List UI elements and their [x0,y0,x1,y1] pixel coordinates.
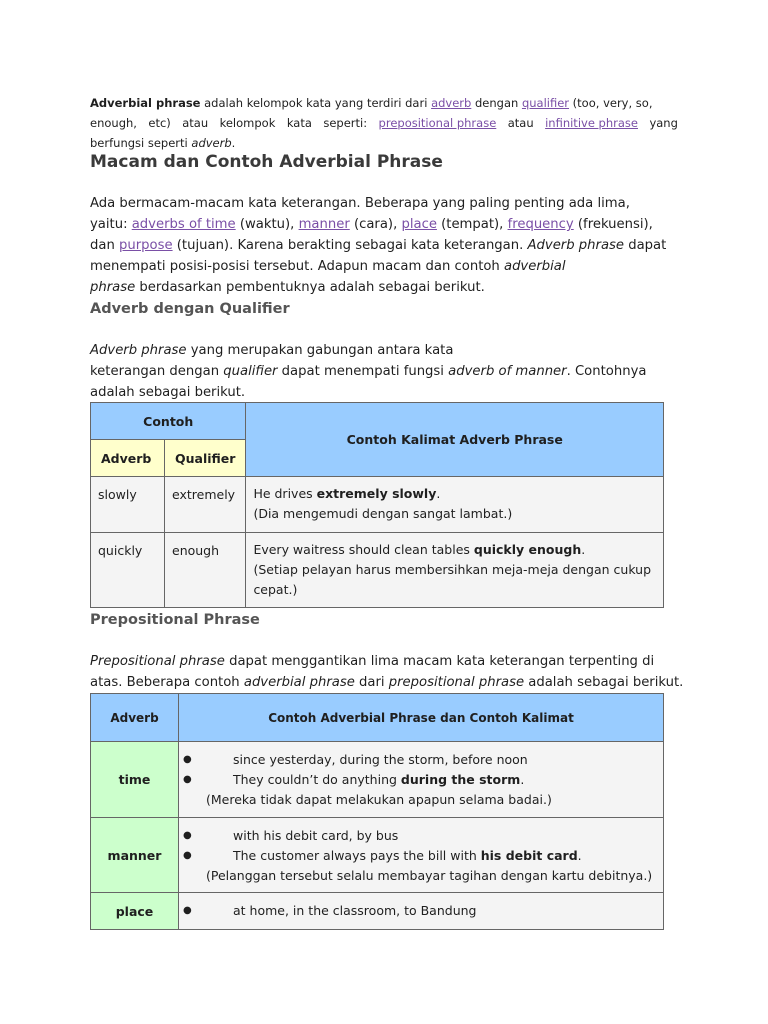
example-translation-cont: cepat.) [253,582,298,597]
prepositional-table [90,693,664,930]
para1-line-2 [90,217,653,232]
text-segment: keterangan dengan [90,364,224,379]
text-segment: (tempat), [436,217,508,232]
text-segment: Ada bermacam-macam kata keterangan. Beberapa yang paling penting ada lima, [90,196,630,211]
bullet-item [179,826,663,846]
text-segment: dapat menempati fungsi [277,364,449,379]
para1-line-4 [90,259,566,274]
para1-line-1 [90,196,630,211]
text-segment: at home, in the classroom, to Bandung [233,903,477,918]
examples-cell [179,742,664,818]
text-segment: atas. Beberapa contoh [90,675,244,690]
text-segment: extremely slowly [316,486,437,501]
text-segment: kelompok [219,116,276,130]
intro-line-2 [90,116,678,130]
qualifier-cell: extremely [165,477,246,533]
text-segment: during the storm [400,772,521,787]
para2-line-3 [90,385,245,400]
intro-line-1 [90,96,652,110]
para2-line-2 [90,364,646,379]
heading-adverb-dengan-qualifier: Adverb dengan Qualifier [90,301,290,317]
text-segment: yaitu: [90,217,132,232]
text-link[interactable]: adverbs of time [131,217,236,232]
bullet-item [179,846,663,866]
text-segment: . [436,486,441,501]
bullet-item [179,770,663,790]
text-segment: yang [649,116,678,130]
table-row [91,533,664,608]
text-segment: quickly enough [473,542,582,557]
text-segment: adverb of manner [448,364,567,379]
text-segment: qualifier [223,364,278,379]
text-segment: yang merupakan gabungan antara kata [186,343,454,358]
table-row [91,818,664,893]
text-segment: . [231,136,236,150]
text-link[interactable]: infinitive phrase [545,116,638,130]
text-segment: (cara), [349,217,402,232]
text-segment: . [520,772,525,787]
table-row [91,477,664,533]
text-segment: phrase [90,280,136,295]
text-segment: dengan [471,96,522,110]
adverb-cell: quickly [91,533,165,608]
bullet-text [233,770,524,790]
header-qualifier: Qualifier [165,440,246,477]
text-segment: dan [90,238,120,253]
table-row [91,742,664,818]
translation: (Pelanggan tersebut selalu membayar tagihan dengan kartu debitnya.) [206,868,653,883]
text-segment: adalah kelompok kata yang terdiri dari [200,96,432,110]
text-segment: adverb [191,136,232,150]
para1-line-3 [90,238,666,253]
text-segment: dapat [624,238,667,253]
text-segment: Every waitress should clean tables [253,542,474,557]
text-segment: Adverbial phrase [90,96,201,110]
text-link[interactable]: place [401,217,437,232]
adverb-label: manner [91,818,179,893]
bullet-icon: ● [183,774,192,785]
bullet-icon: ● [183,754,192,765]
adverb-label: place [91,893,179,930]
table-row [91,893,664,930]
text-segment: Prepositional phrase [90,654,225,669]
para3-line-1 [90,654,654,669]
bullet-item [179,901,663,921]
bullet-item [179,750,663,770]
text-segment: etc) [148,116,171,130]
translation: (Mereka tidak dapat melakukan apapun selama badai.) [206,792,552,807]
adverb-label: time [91,742,179,818]
text-segment: berfungsi seperti [90,136,192,150]
para1-line-5 [90,280,485,295]
bullet-text [233,750,528,770]
text-segment: (frekuensi), [573,217,653,232]
header-adverb: Adverb [91,440,165,477]
para2-line-1 [90,343,453,358]
text-segment: since yesterday, during the storm, before noon [233,752,528,767]
text-segment: He drives [253,486,317,501]
example-sentence [253,484,656,504]
text-segment: They couldn’t do anything [233,772,401,787]
text-segment: kata [286,116,312,130]
text-link[interactable]: frequency [507,217,574,232]
text-segment: Adverb phrase [527,238,625,253]
bullet-text [233,846,582,866]
header-adverb: Adverb [91,694,179,742]
text-segment: adverbial [503,259,566,274]
text-segment: dari [354,675,389,690]
text-link[interactable]: prepositional phrase [378,116,497,130]
examples-cell [179,818,664,893]
bullet-icon: ● [183,905,192,916]
adverb-cell: slowly [91,477,165,533]
text-segment: (waktu), [235,217,299,232]
text-segment: seperti: [323,116,368,130]
text-segment: adverbial phrase [243,675,355,690]
example-cell [246,533,664,608]
text-segment: adalah sebagai berikut. [524,675,684,690]
header-contoh: Contoh [91,403,246,440]
text-segment: with his debit card, by bus [233,828,399,843]
text-segment: Adverb phrase [90,343,187,358]
text-segment: dapat menggantikan lima macam kata keterangan terpenting di [224,654,655,669]
text-link[interactable]: adverb [431,96,472,110]
intro-line-3 [90,136,235,150]
bullet-icon: ● [183,850,192,861]
text-link[interactable]: qualifier [521,96,570,110]
text-segment: (tujuan). Karena berakting sebagai kata keterangan. [172,238,528,253]
qualifier-table [90,402,664,608]
text-segment: berdasarkan pembentuknya adalah sebagai berikut. [135,280,485,295]
bullet-icon: ● [183,830,192,841]
text-segment: his debit card [480,848,578,863]
example-translation: (Setiap pelayan harus membersihkan meja-meja dengan cukup [253,562,652,577]
bullet-text [233,901,476,921]
text-segment: . [581,542,586,557]
text-link[interactable]: purpose [119,238,173,253]
para3-line-2 [90,675,683,690]
bullet-text [233,826,398,846]
text-segment: . [577,848,582,863]
example-cell [246,477,664,533]
text-segment: The customer always pays the bill with [233,848,481,863]
text-segment: adalah sebagai berikut. [90,385,246,400]
header-contoh-kalimat: Contoh Kalimat Adverb Phrase [246,403,664,477]
header-contoh-adverbial: Contoh Adverbial Phrase dan Contoh Kalimat [179,694,664,742]
text-segment: atau [182,116,209,130]
examples-cell [179,893,664,930]
text-segment: (too, very, so, [569,96,653,110]
text-segment: menempati posisi-posisi tersebut. Adapun macam dan contoh [90,259,504,274]
qualifier-cell: enough [165,533,246,608]
text-segment: . Contohnya [566,364,647,379]
heading-prepositional-phrase: Prepositional Phrase [90,612,260,628]
example-translation: (Dia mengemudi dengan sangat lambat.) [253,506,513,521]
example-sentence [253,540,656,560]
text-segment: enough, [90,116,137,130]
text-link[interactable]: manner [298,217,350,232]
text-segment: prepositional phrase [388,675,525,690]
heading-macam-dan-contoh: Macam dan Contoh Adverbial Phrase [90,152,443,172]
text-segment: atau [507,116,534,130]
